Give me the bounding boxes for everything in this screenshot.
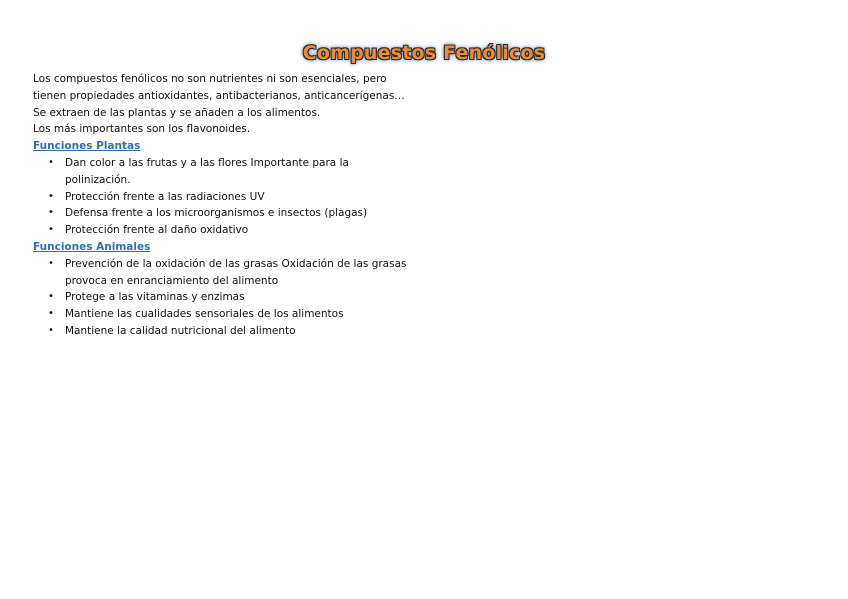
intro-line: tienen propiedades antioxidantes, antibacterianos, anticancerígenas… [33,89,405,102]
section-heading-animales[interactable]: Funciones Animales [33,240,151,253]
bullet-icon: • [48,190,54,202]
list-item [33,323,413,340]
bullet-icon: • [48,207,54,219]
list-item-text: Mantiene las cualidades sensoriales de los alimentos [65,308,344,321]
list-item [33,306,413,323]
list-item [33,205,413,222]
list-item-text: Defensa frente a los microorganismos e insectos (plagas) [65,207,368,220]
intro-line: Los más importantes son los flavonoides. [33,123,251,136]
bullet-icon: • [48,308,54,320]
plant-functions-list [33,155,413,239]
list-item [33,189,413,206]
list-item [33,222,413,239]
bullet-icon: • [48,224,54,236]
list-item-text: Mantiene la calidad nutricional del alimento [65,324,296,337]
page-title: Compuestos Fenólicos [302,42,546,64]
list-item-text: Prevención de la oxidación de las grasas Oxidación de las grasas provoca en enranciamiento del alimento [65,257,407,287]
list-item-text: Protección frente a las radiaciones UV [65,190,265,203]
list-item [33,256,413,290]
intro-paragraph [33,71,413,138]
list-item [33,289,413,306]
bullet-icon: • [48,257,54,269]
list-item-text: Protege a las vitaminas y enzimas [65,291,245,304]
section-plant-functions [33,138,413,239]
list-item-text: Dan color a las frutas y a las flores Importante para la polinización. [65,156,349,186]
bullet-icon: • [48,156,54,168]
list-item [33,155,413,189]
section-heading-plantas[interactable]: Funciones Plantas [33,140,141,153]
list-item-text: Protección frente al daño oxidativo [65,224,249,237]
section-animal-functions [33,239,413,340]
document-body [33,71,413,340]
intro-line: Se extraen de las plantas y se añaden a los alimentos. [33,106,321,119]
intro-line: Los compuestos fenólicos no son nutrientes ni son esenciales, pero [33,73,387,85]
bullet-icon: • [48,324,54,336]
bullet-icon: • [48,291,54,303]
animal-functions-list [33,256,413,340]
